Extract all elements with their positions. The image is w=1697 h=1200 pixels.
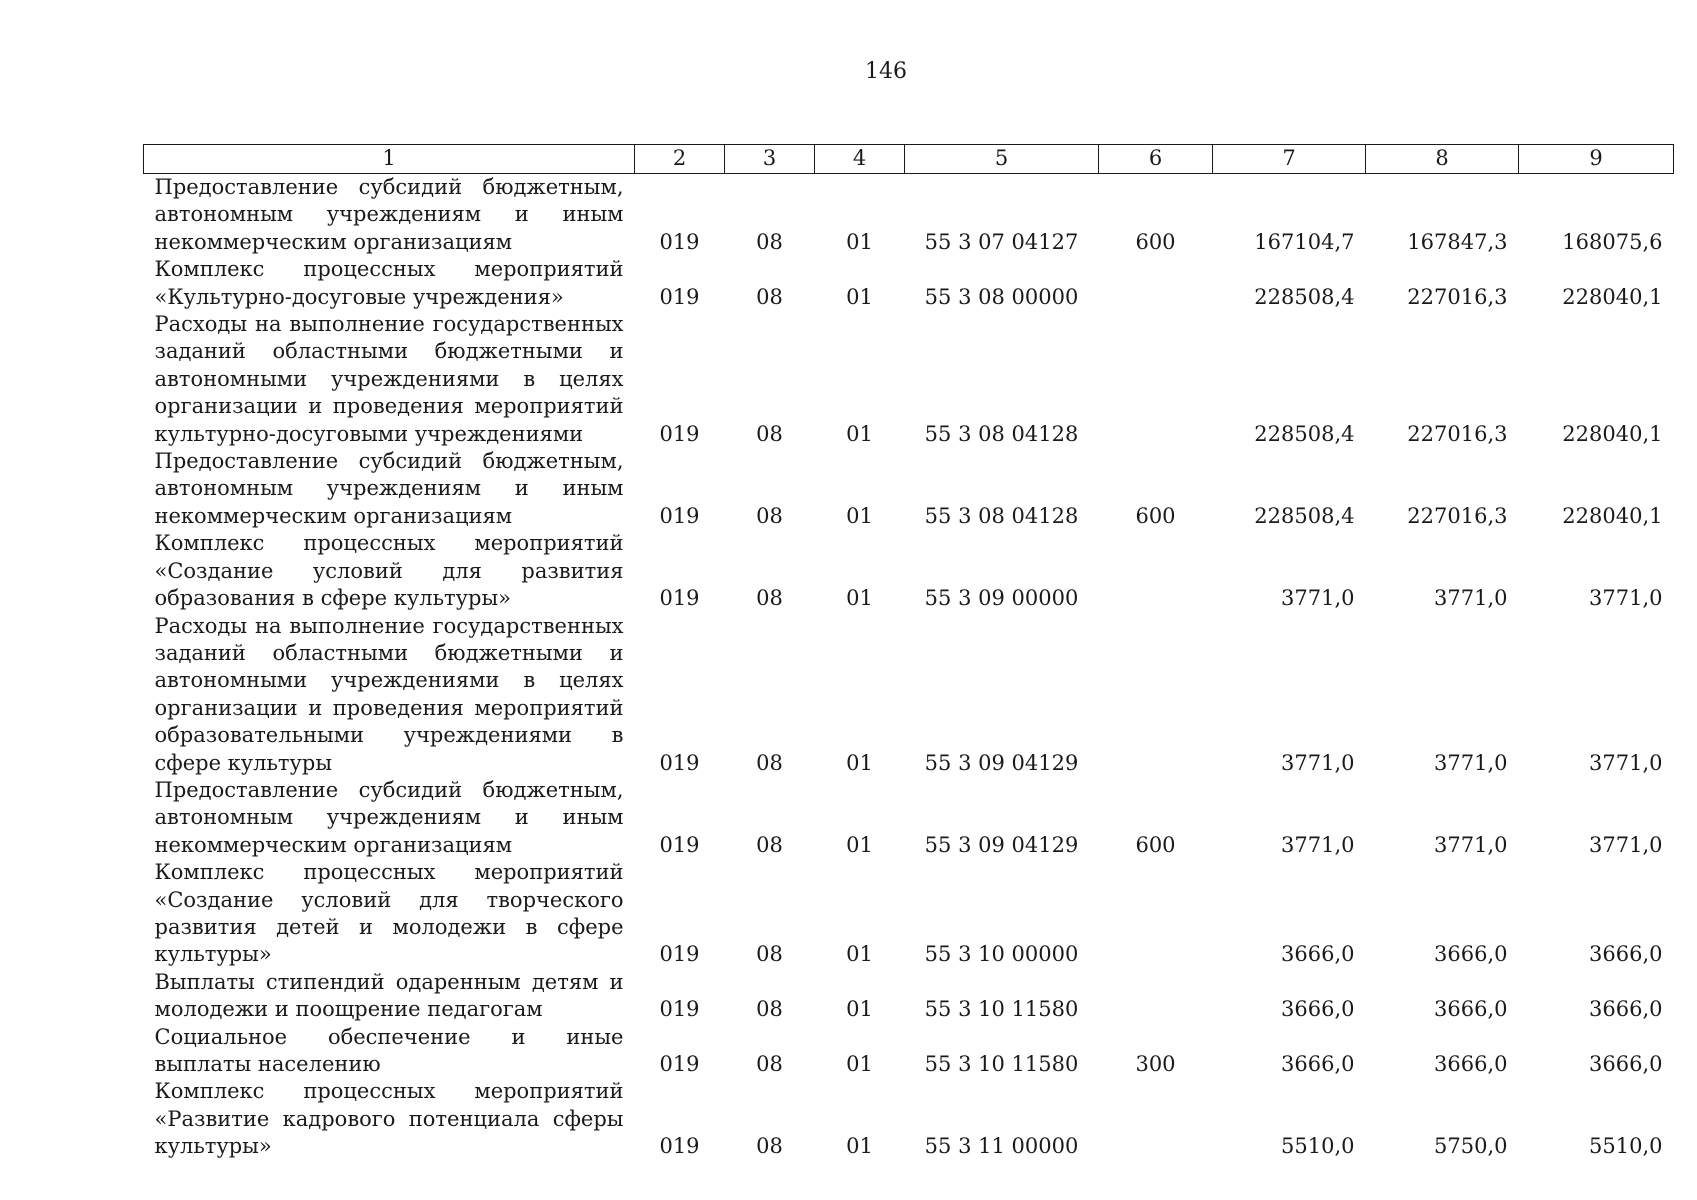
table-row xyxy=(144,969,1674,1024)
row-col-7: 3771,0 xyxy=(1281,586,1355,611)
row-col-7: 167104,7 xyxy=(1254,229,1355,254)
row-col-9: 3771,0 xyxy=(1589,750,1663,775)
row-col-5: 55 3 08 00000 xyxy=(924,284,1079,309)
header-row xyxy=(144,145,1674,174)
row-col-4: 01 xyxy=(846,284,873,309)
row-col-8: 5750,0 xyxy=(1434,1134,1508,1159)
row-col-9: 3771,0 xyxy=(1589,586,1663,611)
row-col-8: 3771,0 xyxy=(1434,750,1508,775)
row-col-8: 167847,3 xyxy=(1407,229,1508,254)
row-col-9: 228040,1 xyxy=(1562,284,1663,309)
row-col-2: 019 xyxy=(659,229,700,254)
row-name: Предоставление субсидий бюджетным, автономным учреждениям и иным некоммерческим организациям xyxy=(154,777,624,857)
table-row xyxy=(144,859,1674,969)
row-name: Социальное обеспечение и иные выплаты населению xyxy=(154,1024,624,1076)
row-col-8: 3666,0 xyxy=(1434,997,1508,1022)
row-col-8: 3666,0 xyxy=(1434,1052,1508,1076)
row-col-3: 08 xyxy=(756,284,783,309)
column-header-4: 4 xyxy=(815,145,905,174)
column-header-2: 2 xyxy=(635,145,725,174)
row-name: Расходы на выполнение государственных заданий областными бюджетными и автономными учреждениями в целях организации и проведения мероприятий образовательными учреждениями в сфере культуры xyxy=(154,613,624,775)
row-col-2: 019 xyxy=(659,997,700,1022)
table-row xyxy=(144,777,1674,859)
row-col-5: 55 3 09 04129 xyxy=(924,750,1079,775)
column-header-7: 7 xyxy=(1213,145,1366,174)
row-col-7: 228508,4 xyxy=(1254,284,1355,309)
row-col-2: 019 xyxy=(659,503,700,528)
row-col-8: 227016,3 xyxy=(1407,284,1508,309)
row-col-6 xyxy=(1099,969,1213,1024)
row-col-9: 3771,0 xyxy=(1589,832,1663,857)
row-col-4: 01 xyxy=(846,586,873,611)
column-header-3: 3 xyxy=(725,145,815,174)
row-col-3: 08 xyxy=(756,1052,783,1076)
row-col-2: 019 xyxy=(659,284,700,309)
row-col-6: 600 xyxy=(1135,832,1176,857)
row-col-7: 3666,0 xyxy=(1281,997,1355,1022)
page-number: 146 xyxy=(865,59,907,84)
row-col-7: 3666,0 xyxy=(1281,942,1355,967)
row-col-5: 55 3 11 00000 xyxy=(924,1134,1079,1159)
row-name: Предоставление субсидий бюджетным, автономным учреждениям и иным некоммерческим организациям xyxy=(154,175,624,254)
row-col-7: 3666,0 xyxy=(1281,1052,1355,1076)
row-col-7: 5510,0 xyxy=(1281,1134,1355,1159)
row-name: Комплекс процессных мероприятий «Создание условий для развития образования в сфере культуры» xyxy=(154,531,624,611)
row-col-5: 55 3 08 04128 xyxy=(924,503,1079,528)
row-col-4: 01 xyxy=(846,229,873,254)
row-name: Комплекс процессных мероприятий «Культурно-досуговые учреждения» xyxy=(154,257,624,309)
row-col-8: 3771,0 xyxy=(1434,832,1508,857)
row-col-2: 019 xyxy=(659,832,700,857)
row-col-5: 55 3 10 11580 xyxy=(924,1052,1079,1076)
row-col-6 xyxy=(1099,530,1213,612)
table-row xyxy=(144,613,1674,777)
row-col-9: 3666,0 xyxy=(1589,1052,1663,1076)
row-col-6: 300 xyxy=(1135,1052,1176,1076)
row-col-9: 5510,0 xyxy=(1589,1134,1663,1159)
row-col-4: 01 xyxy=(846,750,873,775)
row-col-6: 600 xyxy=(1135,229,1176,254)
budget-table xyxy=(143,144,1674,1161)
row-col-5: 55 3 10 00000 xyxy=(924,942,1079,967)
row-col-6 xyxy=(1099,613,1213,777)
table-row xyxy=(144,311,1674,448)
table-body xyxy=(144,174,1674,1161)
row-col-8: 227016,3 xyxy=(1407,503,1508,528)
row-col-6: 600 xyxy=(1135,503,1176,528)
table-row xyxy=(144,1024,1674,1079)
column-header-1: 1 xyxy=(144,145,635,174)
row-col-8: 227016,3 xyxy=(1407,421,1508,446)
row-col-3: 08 xyxy=(756,586,783,611)
row-col-6 xyxy=(1099,311,1213,448)
row-col-3: 08 xyxy=(756,997,783,1022)
row-name: Предоставление субсидий бюджетным, автономным учреждениям и иным некоммерческим организациям xyxy=(154,449,624,528)
row-col-5: 55 3 10 11580 xyxy=(924,997,1079,1022)
row-col-9: 228040,1 xyxy=(1562,421,1663,446)
row-col-9: 3666,0 xyxy=(1589,942,1663,967)
row-col-3: 08 xyxy=(756,750,783,775)
row-col-4: 01 xyxy=(846,1052,873,1076)
row-col-5: 55 3 08 04128 xyxy=(924,421,1079,446)
table-row xyxy=(144,174,1674,257)
row-name: Комплекс процессных мероприятий «Развитие кадрового потенциала сферы культуры» xyxy=(154,1079,624,1159)
row-col-6 xyxy=(1099,859,1213,969)
row-col-2: 019 xyxy=(659,421,700,446)
row-col-4: 01 xyxy=(846,832,873,857)
row-name: Расходы на выполнение государственных заданий областными бюджетными и автономными учреждениями в целях организации и проведения мероприятий культурно-досуговыми учреждениями xyxy=(154,312,624,446)
row-col-7: 228508,4 xyxy=(1254,503,1355,528)
column-header-9: 9 xyxy=(1519,145,1674,174)
row-col-3: 08 xyxy=(756,421,783,446)
row-col-6 xyxy=(1099,1078,1213,1160)
row-col-9: 228040,1 xyxy=(1562,503,1663,528)
row-col-3: 08 xyxy=(756,229,783,254)
row-col-8: 3666,0 xyxy=(1434,942,1508,967)
row-col-4: 01 xyxy=(846,942,873,967)
row-col-6 xyxy=(1099,256,1213,311)
row-col-4: 01 xyxy=(846,421,873,446)
row-col-2: 019 xyxy=(659,1052,700,1076)
row-col-9: 168075,6 xyxy=(1562,229,1663,254)
row-col-3: 08 xyxy=(756,1134,783,1159)
table-row xyxy=(144,448,1674,530)
row-col-3: 08 xyxy=(756,942,783,967)
row-col-5: 55 3 09 04129 xyxy=(924,832,1079,857)
row-col-8: 3771,0 xyxy=(1434,586,1508,611)
row-col-4: 01 xyxy=(846,1134,873,1159)
column-header-8: 8 xyxy=(1366,145,1519,174)
row-col-7: 228508,4 xyxy=(1254,421,1355,446)
column-header-5: 5 xyxy=(905,145,1099,174)
row-col-4: 01 xyxy=(846,997,873,1022)
row-name: Комплекс процессных мероприятий «Создание условий для творческого развития детей и молодежи в сфере культуры» xyxy=(154,860,624,967)
row-col-7: 3771,0 xyxy=(1281,750,1355,775)
row-col-5: 55 3 07 04127 xyxy=(924,229,1079,254)
row-col-3: 08 xyxy=(756,503,783,528)
row-col-2: 019 xyxy=(659,942,700,967)
row-col-4: 01 xyxy=(846,503,873,528)
row-col-2: 019 xyxy=(659,1134,700,1159)
row-name: Выплаты стипендий одаренным детям и молодежи и поощрение педагогам xyxy=(154,969,624,1022)
row-col-2: 019 xyxy=(659,586,700,611)
column-header-6: 6 xyxy=(1099,145,1213,174)
table-row xyxy=(144,1078,1674,1160)
row-col-9: 3666,0 xyxy=(1589,997,1663,1022)
row-col-2: 019 xyxy=(659,750,700,775)
table-row xyxy=(144,256,1674,311)
table-row xyxy=(144,530,1674,612)
row-col-7: 3771,0 xyxy=(1281,832,1355,857)
row-col-3: 08 xyxy=(756,832,783,857)
row-col-5: 55 3 09 00000 xyxy=(924,586,1079,611)
